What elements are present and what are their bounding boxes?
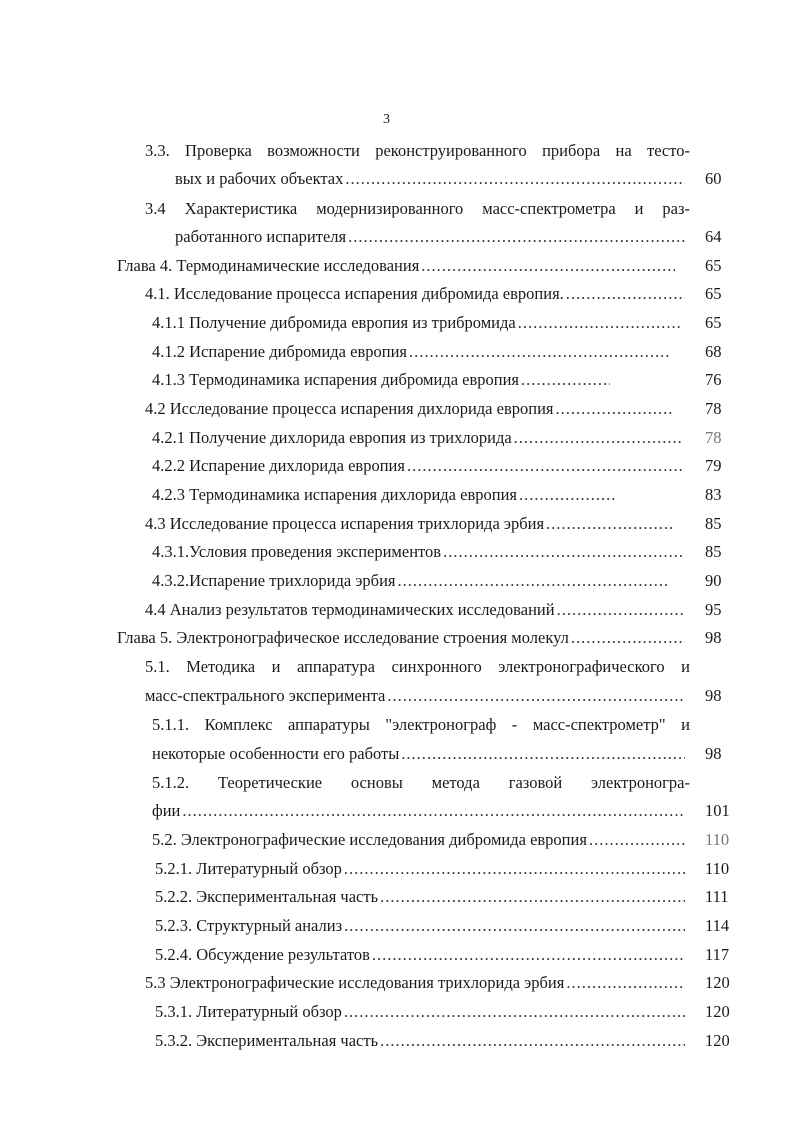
leader-dots (566, 972, 685, 994)
toc-entry-line: 3.4 Характеристика модернизированного масс-спектрометра и раз- (145, 199, 690, 218)
toc-page-number: 85 (705, 542, 722, 561)
toc-page-number: 98 (705, 744, 722, 763)
toc-page-number: 79 (705, 456, 722, 475)
toc-entry-line: 5.2.3. Структурный анализ ..... (155, 915, 687, 937)
toc-entry-line: 4.3 Исследование процесса испарения трихлорида эрбия ..... (145, 513, 675, 535)
leader-dots (556, 398, 674, 420)
leader-dots (398, 570, 671, 592)
toc-entry-line: 4.2.1 Получение дихлорида европия из трихлорида ..... (152, 427, 685, 449)
page-number: 3 (383, 112, 390, 127)
toc-entry-line: вых и рабочих объектах ..... (175, 168, 687, 190)
toc-page-number: 78 (705, 428, 722, 447)
toc-entry-line: 5.2.2. Экспериментальная часть ..... (155, 886, 687, 908)
toc-entry-line: 4.3.2.Испарение трихлорида эрбия ..... (152, 570, 672, 592)
toc-page-number: 68 (705, 342, 722, 361)
toc-entry-line: 4.1.2 Испарение дибромида европия ..... (152, 341, 672, 363)
leader-dots (519, 484, 615, 506)
toc-page-number: 65 (705, 256, 722, 275)
toc-page-number: 110 (705, 830, 730, 849)
toc-entry-line: работанного испарителя ..... (175, 226, 687, 248)
toc-entry-line: некоторые особенности его работы ..... (152, 743, 687, 765)
leader-dots (344, 1001, 685, 1023)
toc-entry-line: 5.3.2. Экспериментальная часть ..... (155, 1030, 687, 1052)
leader-dots (372, 944, 685, 966)
toc-page-number: 64 (705, 227, 722, 246)
leader-dots (421, 255, 675, 277)
toc-page-number: 65 (705, 313, 722, 332)
toc-page-number: 83 (705, 485, 722, 504)
toc-page-number: 65 (705, 284, 722, 303)
leader-dots (380, 1030, 685, 1052)
leader-dots (182, 800, 685, 822)
toc-page-number: 60 (705, 169, 722, 188)
toc-entry-line: 4.2 Исследование процесса испарения дихлорида европия ..... (145, 398, 675, 420)
leader-dots (407, 455, 685, 477)
leader-dots (546, 513, 673, 535)
leader-dots (380, 886, 685, 908)
leader-dots (401, 743, 685, 765)
leader-dots (521, 369, 610, 391)
toc-entry-line: 4.1.1 Получение дибромида европия из трибромида ..... (152, 312, 685, 334)
toc-page-number: 76 (705, 370, 722, 389)
toc-page-number: 110 (705, 859, 730, 878)
toc-entry-line: Глава 4. Термодинамические исследования ..... (117, 255, 677, 277)
toc-page-number: 101 (705, 801, 730, 820)
leader-dots (514, 427, 683, 449)
toc-page-number: 120 (705, 1031, 730, 1050)
leader-dots (387, 685, 685, 707)
toc-entry-line: Глава 5. Электронографическое исследование строения молекул ..... (117, 627, 687, 649)
toc-entry-line: 4.2.3 Термодинамика испарения дихлорида европия ..... (152, 484, 617, 506)
toc-page-number: 95 (705, 600, 722, 619)
toc-page-number: 120 (705, 1002, 730, 1021)
leader-dots (566, 283, 685, 305)
toc-page-number: 111 (705, 887, 729, 906)
toc-entry-line: 4.4 Анализ результатов термодинамических исследований ..... (145, 599, 687, 621)
toc-entry-line: 4.1. Исследование процесса испарения дибромида европия. ..... (145, 283, 687, 305)
leader-dots (348, 226, 685, 248)
toc-page-number: 98 (705, 686, 722, 705)
leader-dots (344, 858, 685, 880)
toc-page-number: 114 (705, 916, 730, 935)
leader-dots (518, 312, 683, 334)
toc-page-number: 90 (705, 571, 722, 590)
toc-entry-line: 5.2.4. Обсуждение результатов ..... (155, 944, 687, 966)
leader-dots (589, 829, 685, 851)
toc-entry-line: 5.2.1. Литературный обзор ..... (155, 858, 687, 880)
toc-page-number: 78 (705, 399, 722, 418)
toc-page-number: 85 (705, 514, 722, 533)
toc-entry-line: 3.3. Проверка возможности реконструированного прибора на тесто- (145, 141, 690, 160)
toc-entry-line: 5.1.1. Комплекс аппаратуры "электронограф - масс-спектрометр" и (152, 715, 690, 734)
leader-dots (344, 915, 685, 937)
leader-dots (571, 627, 685, 649)
toc-entry-line: 5.3 Электронографические исследования трихлорида эрбия ..... (145, 972, 687, 994)
leader-dots (557, 599, 685, 621)
toc-entry-line: 5.1. Методика и аппаратура синхронного электронографического и (145, 657, 690, 676)
toc-entry-line: 4.3.1.Условия проведения экспериментов ..... (152, 541, 687, 563)
toc-entry-line: 5.1.2. Теоретические основы метода газовой электроногра- (152, 773, 690, 792)
toc-page-number: 98 (705, 628, 722, 647)
toc-entry-line: 4.1.3 Термодинамика испарения дибромида европия ..... (152, 369, 612, 391)
toc-entry-line: фии ..... (152, 800, 687, 822)
toc-entry-line: масс-спектрального эксперимента ..... (145, 685, 687, 707)
leader-dots (443, 541, 685, 563)
toc-entry-line: 5.2. Электронографические исследования дибромида европия ..... (152, 829, 687, 851)
leader-dots (345, 168, 685, 190)
toc-entry-line: 4.2.2 Испарение дихлорида европия ..... (152, 455, 687, 477)
leader-dots (409, 341, 670, 363)
toc-page-number: 117 (705, 945, 730, 964)
toc-entry-line: 5.3.1. Литературный обзор ..... (155, 1001, 687, 1023)
toc-page-number: 120 (705, 973, 730, 992)
